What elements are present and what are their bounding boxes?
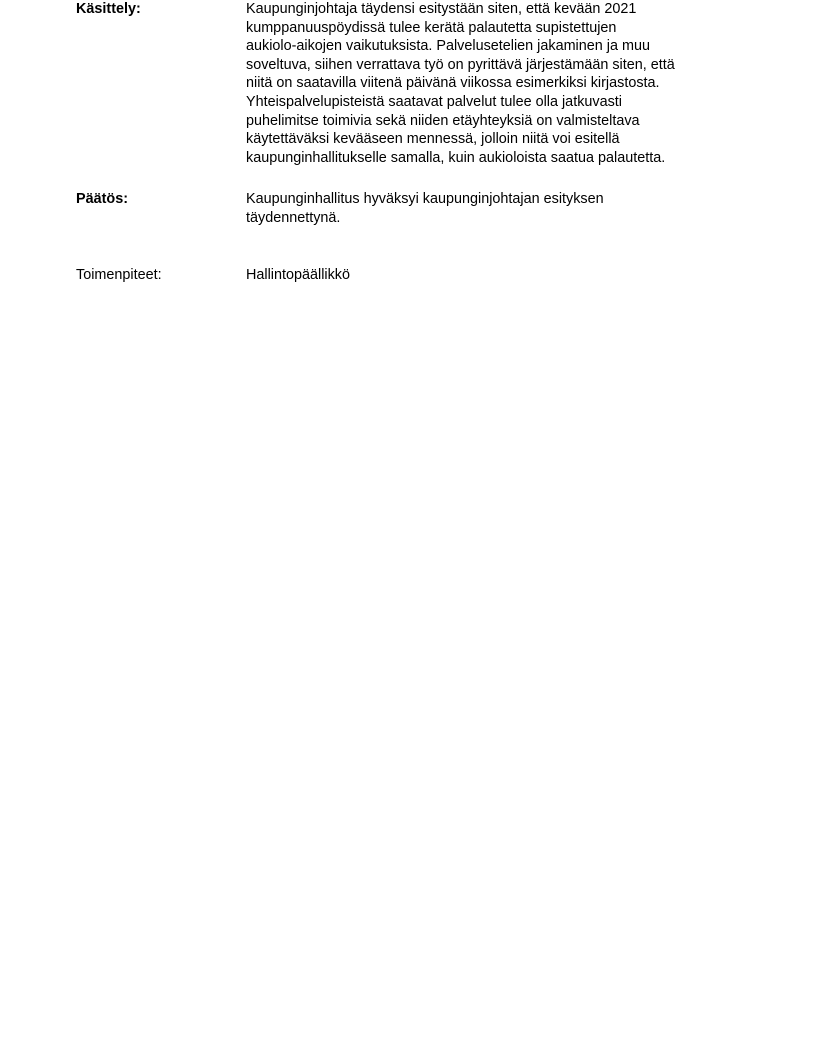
section-label: Päätös:: [76, 191, 128, 207]
section-label: Toimenpiteet:: [76, 267, 162, 283]
body-line: kaupunginhallitukselle samalla, kuin aukioloista saatua palautetta.: [246, 149, 666, 166]
body-line: kumppanuuspöydissä tulee kerätä palautetta supistettujen: [246, 19, 617, 36]
body-line: Yhteispalvelupisteistä saatavat palvelut tulee olla jatkuvasti: [246, 93, 622, 110]
body-line: käytettäväksi kevääseen mennessä, jolloin niitä voi esitellä: [246, 131, 620, 148]
body-line: Hallintopäällikkö: [246, 267, 350, 283]
body-line: täydennettynä.: [246, 209, 341, 226]
section-label: Käsittely:: [76, 1, 141, 17]
body-line: niitä on saatavilla viitenä päivänä viikossa esimerkiksi kirjastosta.: [246, 75, 660, 92]
body-line: Kaupunginjohtaja täydensi esitystään siten, että kevään 2021: [246, 1, 637, 17]
body-line: puhelimitse toimivia sekä niiden etäyhteyksiä on valmisteltava: [246, 112, 640, 129]
section-body: [246, 190, 730, 227]
body-line: aukiolo-aikojen vaikutuksista. Palvelusetelien jakaminen ja muu: [246, 38, 650, 55]
section-body: [246, 0, 730, 167]
body-line: Kaupunginhallitus hyväksyi kaupunginjohtajan esityksen: [246, 191, 604, 207]
body-line: soveltuva, siihen verrattava työ on pyrittävä järjestämään siten, että: [246, 56, 675, 73]
section-body: [246, 266, 730, 285]
